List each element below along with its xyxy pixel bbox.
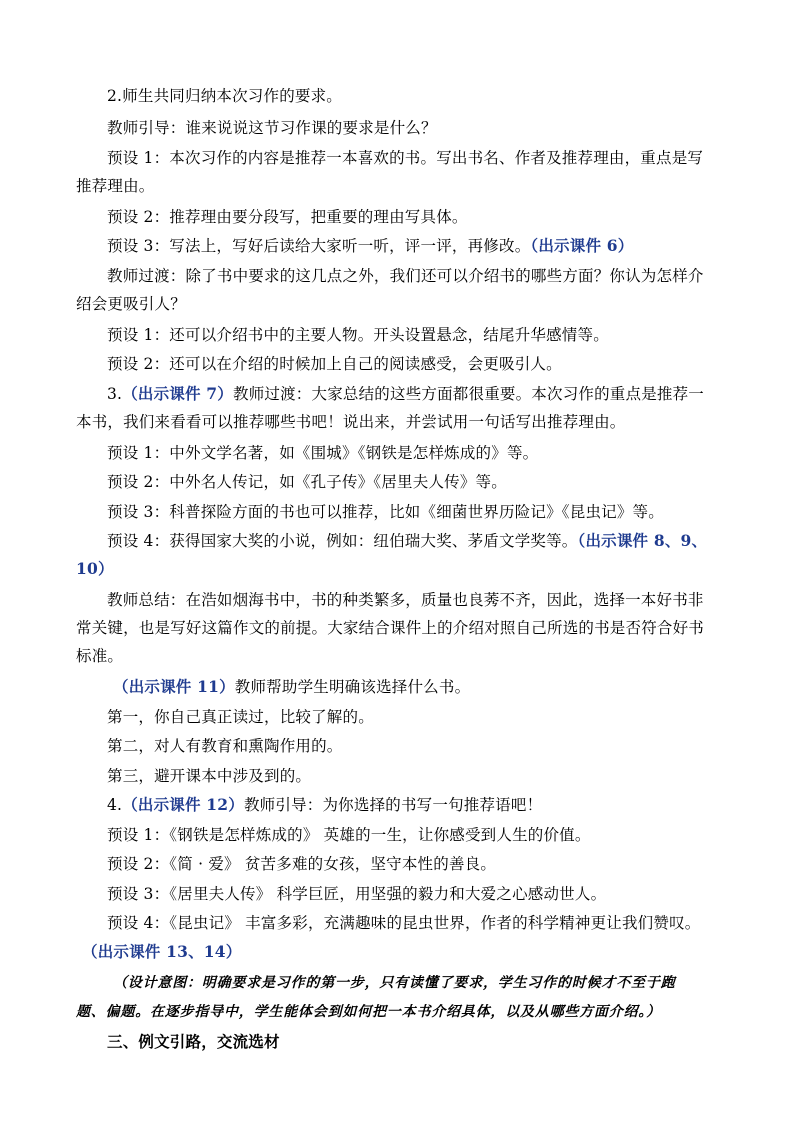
paragraph-line: 预设 1：本次习作的内容是推荐一本喜欢的书。写出书名、作者及推荐理由，重点是写 [107, 149, 704, 167]
paragraph-line: 第二，对人有教育和熏陶作用的。 [107, 737, 343, 755]
paragraph-line: 常关键，也是写好这篇作文的前提。大家结合课件上的介绍对照自己所选的书是否符合好书 [76, 619, 705, 637]
paragraph-line: 预设 1：《钢铁是怎样炼成的》 英雄的一生，让你感受到人生的价值。 [107, 826, 591, 844]
section-heading: 三、例文引路，交流选材 [107, 1032, 280, 1051]
courseware-reference: （出示课件 6） [530, 236, 634, 255]
paragraph-line: 预设 2：《简 · 爱》 贫苦多难的女孩，坚守本性的善良。 [107, 855, 497, 873]
paragraph-line: 第三，避开课本中涉及到的。 [107, 767, 312, 785]
paragraph-line: 预设 1：还可以介绍书中的主要人物。开头设置悬念，结尾升华感情等。 [107, 326, 609, 344]
paragraph-line: 4.（出示课件 12）教师引导：为你选择的书写一句推荐语吧！ [107, 795, 543, 814]
courseware-reference: （出示课件 11） [113, 677, 235, 696]
paragraph-line [76, 559, 114, 579]
paragraph-line: 预设 4：获得国家大奖的小说，例如：纽伯瑞大奖、茅盾文学奖等。（出示课件 8、9、 [107, 531, 708, 550]
paragraph-line: 2.师生共同归纳本次习作的要求。 [107, 87, 342, 105]
paragraph-line: 预设 4：《昆虫记》 丰富多彩，充满趣味的昆虫世界，作者的科学精神更让我们赞叹。 [107, 914, 701, 932]
courseware-reference: （出示课件 12） [122, 795, 244, 814]
paragraph-line: 本书，我们来看看可以推荐哪些书吧！说出来，并尝试用一句话写出推荐理由。 [76, 413, 626, 431]
courseware-reference: 10） [76, 559, 114, 578]
paragraph-line: 绍会更吸引人？ [76, 295, 186, 313]
paragraph-line: 预设 2：推荐理由要分段写，把重要的理由写具体。 [107, 208, 468, 226]
paragraph-line: 预设 2：中外名人传记，如《孔子传》《居里夫人传》等。 [107, 473, 507, 491]
paragraph-line: 教师过渡：除了书中要求的这几点之外，我们还可以介绍书的哪些方面？你认为怎样介 [107, 267, 704, 285]
paragraph-line: 标准。 [76, 647, 124, 665]
paragraph-line: 预设 3：《居里夫人传》 科学巨匠，用坚强的毅力和大爱之心感动世人。 [107, 885, 607, 903]
paragraph-line: 推荐理由。 [76, 177, 155, 195]
courseware-reference: （出示课件 8、9、 [577, 531, 708, 550]
design-intent-line: 题、偏题。在逐步指导中，学生能体会到如何把一本书介绍具体，以及从哪些方面介绍。） [76, 1004, 661, 1020]
paragraph-line: 预设 3：科普探险方面的书也可以推荐，比如《细菌世界历险记》《昆虫记》等。 [107, 503, 664, 521]
paragraph-line: 预设 1：中外文学名著，如《围城》《钢铁是怎样炼成的》等。 [107, 444, 539, 462]
paragraph-line: 3.（出示课件 7）教师过渡：大家总结的这些方面都很重要。本次习作的重点是推荐一 [107, 384, 705, 403]
courseware-reference: （出示课件 7） [122, 384, 233, 403]
paragraph-line: （出示课件 11）教师帮助学生明确该选择什么书。 [113, 677, 471, 696]
paragraph-line: 教师总结：在浩如烟海书中，书的种类繁多，质量也良莠不齐，因此，选择一本好书非 [107, 591, 704, 609]
paragraph-line: 第一，你自己真正读过，比较了解的。 [107, 708, 374, 726]
paragraph-line: 预设 2：还可以在介绍的时候加上自己的阅读感受，会更吸引人。 [107, 355, 562, 373]
paragraph-line [82, 942, 241, 962]
courseware-reference: （出示课件 13、14） [82, 942, 242, 961]
paragraph-line: 教师引导：谁来说说这节习作课的要求是什么？ [107, 119, 437, 137]
paragraph-line: 预设 3：写法上，写好后读给大家听一听，评一评，再修改。（出示课件 6） [107, 236, 634, 255]
design-intent-line: （设计意图：明确要求是习作的第一步，只有读懂了要求，学生习作的时候才不至于跑 [113, 975, 676, 991]
